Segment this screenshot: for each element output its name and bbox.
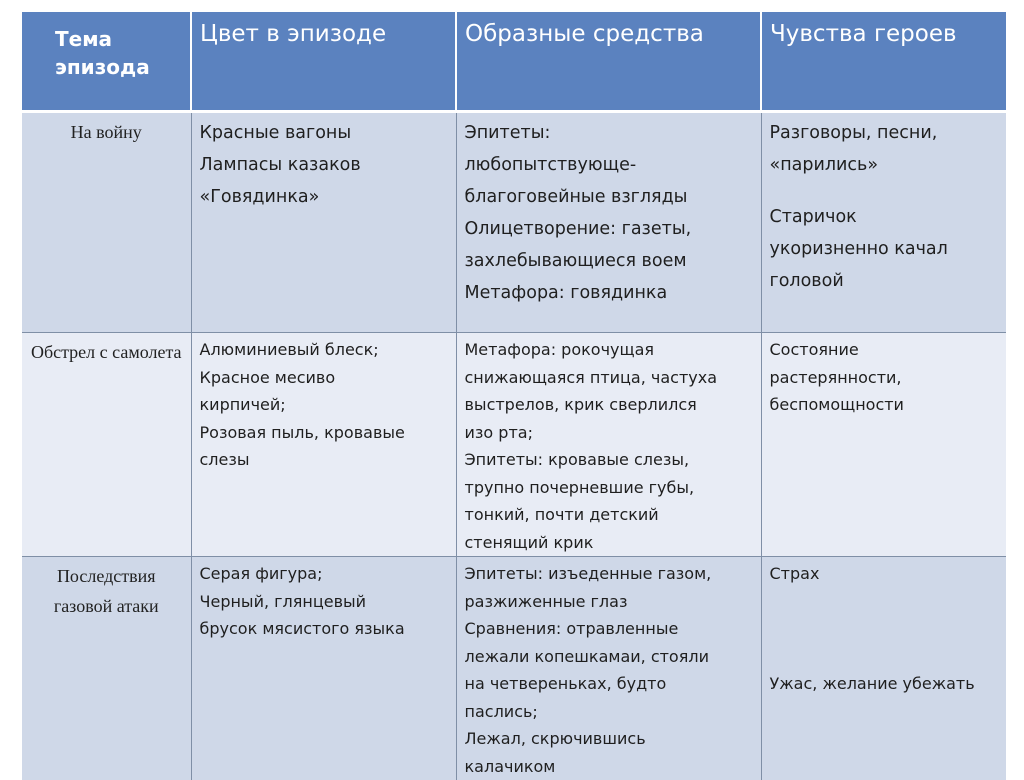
color-line: Черный, глянцевый (200, 588, 452, 616)
topic-text: Обстрел с самолета (22, 333, 191, 367)
color-line: Лампасы казаков (200, 149, 452, 181)
table-row (22, 112, 1006, 333)
feelings-line: Страх (770, 560, 1003, 588)
header-means-label: Образные средства (457, 12, 760, 49)
feelings-spacer (770, 588, 1003, 670)
means-line: Метафора: говядинка (465, 277, 757, 309)
topic-cell (22, 333, 191, 557)
header-feelings-label: Чувства героев (762, 12, 1006, 49)
feelings-spacer (770, 181, 1003, 201)
feelings-line: головой (770, 265, 1003, 297)
means-line: калачиком (465, 753, 757, 780)
means-line: захлебывающиеся воем (465, 245, 757, 277)
means-line: любопытствующе- (465, 149, 757, 181)
means-text (457, 333, 761, 556)
feelings-line: Разговоры, песни, (770, 117, 1003, 149)
means-cell (456, 112, 761, 333)
topic-text: На войну (22, 113, 191, 147)
color-text (192, 113, 456, 213)
means-line: выстрелов, крик сверлился (465, 391, 757, 419)
header-topic (22, 12, 191, 112)
color-line: брусок мясистого языка (200, 615, 452, 643)
means-line: изо рта; (465, 419, 757, 447)
means-line: паслись; (465, 698, 757, 726)
color-cell (191, 557, 456, 780)
color-line: Розовая пыль, кровавые (200, 419, 452, 447)
header-topic-label: Тема эпизода (22, 12, 190, 81)
feelings-line: Ужас, желание убежать (770, 670, 1003, 698)
topic-text: Последствия газовой атаки (22, 557, 191, 621)
means-line: стенящий крик (465, 529, 757, 557)
color-line: Алюминиевый блеск; (200, 336, 452, 364)
header-color-label: Цвет в эпизоде (192, 12, 455, 49)
feelings-line: «парились» (770, 149, 1003, 181)
header-color (191, 12, 456, 112)
means-line: тонкий, почти детский (465, 501, 757, 529)
means-line: Эпитеты: кровавые слезы, (465, 446, 757, 474)
means-text (457, 113, 761, 309)
feelings-cell (761, 557, 1006, 780)
means-line: Олицетворение: газеты, (465, 213, 757, 245)
feelings-text (762, 557, 1007, 697)
topic-cell (22, 557, 191, 780)
color-text (192, 333, 456, 474)
means-line: Эпитеты: изъеденные газом, (465, 560, 757, 588)
color-line: кирпичей; (200, 391, 452, 419)
feelings-text (762, 333, 1007, 419)
means-line: лежали копешкамаи, стояли (465, 643, 757, 671)
feelings-text (762, 113, 1007, 297)
means-line: Метафора: рокочущая (465, 336, 757, 364)
topic-cell (22, 112, 191, 333)
table-row (22, 557, 1006, 780)
color-line: слезы (200, 446, 452, 474)
feelings-line: растерянности, (770, 364, 1003, 392)
header-means (456, 12, 761, 112)
feelings-cell (761, 112, 1006, 333)
color-cell (191, 333, 456, 557)
means-line: трупно почерневшие губы, (465, 474, 757, 502)
color-line: Серая фигура; (200, 560, 452, 588)
table-row (22, 333, 1006, 557)
color-line: Красное месиво (200, 364, 452, 392)
means-cell (456, 333, 761, 557)
feelings-line: Состояние (770, 336, 1003, 364)
header-row (22, 12, 1006, 112)
feelings-line: беспомощности (770, 391, 1003, 419)
feelings-line: укоризненно качал (770, 233, 1003, 265)
feelings-cell (761, 333, 1006, 557)
means-line: Лежал, скрючившись (465, 725, 757, 753)
means-line: снижающаяся птица, частуха (465, 364, 757, 392)
means-line: на четвереньках, будто (465, 670, 757, 698)
means-line: Сравнения: отравленные (465, 615, 757, 643)
means-text (457, 557, 761, 780)
color-cell (191, 112, 456, 333)
color-text (192, 557, 456, 643)
color-line: «Говядинка» (200, 181, 452, 213)
means-line: благоговейные взгляды (465, 181, 757, 213)
header-feelings (761, 12, 1006, 112)
feelings-line: Старичок (770, 201, 1003, 233)
episodes-table (22, 12, 1006, 780)
color-line: Красные вагоны (200, 117, 452, 149)
means-line: разжиженные глаз (465, 588, 757, 616)
means-cell (456, 557, 761, 780)
means-line: Эпитеты: (465, 117, 757, 149)
